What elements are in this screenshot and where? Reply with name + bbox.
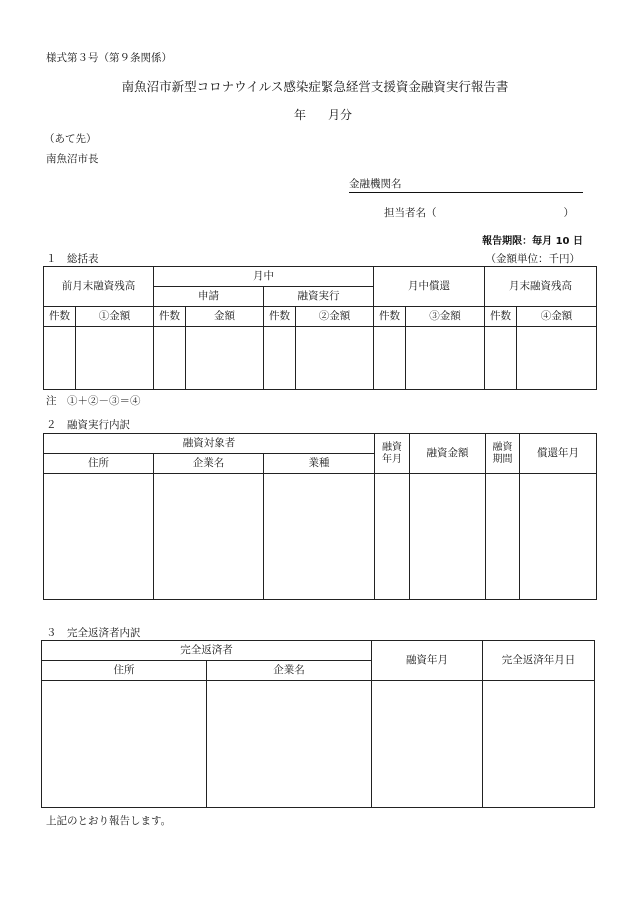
- sub-count: 件数: [264, 307, 296, 327]
- col-loan-date: 融資年月: [372, 641, 483, 681]
- col-address: 住所: [44, 454, 154, 474]
- input-cell[interactable]: [486, 474, 520, 600]
- input-cell[interactable]: [372, 681, 483, 808]
- col-repayment: 月中償還: [374, 267, 485, 307]
- year-label: 年: [294, 108, 307, 122]
- month-label: 月分: [328, 108, 353, 122]
- form-number: 様式第３号（第９条関係）: [46, 52, 172, 64]
- person-close-paren: ）: [563, 207, 574, 219]
- col-execution: 融資実行: [264, 287, 374, 307]
- sub-count: 件数: [374, 307, 406, 327]
- col-loan-date: [375, 434, 410, 474]
- col-company: 企業名: [207, 661, 372, 681]
- amount-unit: （金額単位：千円）: [485, 253, 580, 265]
- input-cell[interactable]: [76, 327, 154, 390]
- sub-count: 件数: [154, 307, 186, 327]
- col-full-repay-date: 完全返済年月日: [483, 641, 595, 681]
- col-loan-term-line2: 期間: [492, 453, 513, 465]
- person-in-charge-field[interactable]: [384, 205, 574, 220]
- document-title: 南魚沼市新型コロナウイルス感染症緊急経営支援資金融資実行報告書: [121, 79, 509, 94]
- input-cell[interactable]: [44, 474, 154, 600]
- sub-amount-4: ④金額: [517, 307, 597, 327]
- recipient: 南魚沼市長: [46, 153, 99, 165]
- report-period: [294, 106, 352, 123]
- input-cell[interactable]: [264, 327, 296, 390]
- person-label: 担当者名（: [384, 207, 437, 219]
- col-repaid: 完全返済者: [42, 641, 372, 661]
- col-loan-amount: 融資金額: [410, 434, 486, 474]
- input-cell[interactable]: [44, 327, 76, 390]
- input-cell[interactable]: [154, 474, 264, 600]
- sub-amount-1: ①金額: [76, 307, 154, 327]
- col-address: 住所: [42, 661, 207, 681]
- col-loan-target: 融資対象者: [44, 434, 375, 454]
- bank-name-label: 金融機関名: [349, 178, 402, 190]
- section1-heading: １ 総括表: [46, 253, 99, 265]
- addressee-label: （あて先）: [44, 133, 97, 145]
- col-loan-date-line1: 融資: [382, 442, 403, 453]
- col-industry: 業種: [264, 454, 375, 474]
- sub-amount-3: ③金額: [406, 307, 485, 327]
- col-application: 申請: [154, 287, 264, 307]
- sub-count: 件数: [44, 307, 76, 327]
- full-repayment-table: [41, 640, 595, 808]
- input-cell[interactable]: [374, 327, 406, 390]
- col-company: 企業名: [154, 454, 264, 474]
- input-cell[interactable]: [406, 327, 485, 390]
- sub-amount: 金額: [186, 307, 264, 327]
- input-cell[interactable]: [375, 474, 410, 600]
- col-loan-date-line2: 年月: [382, 453, 403, 465]
- input-cell[interactable]: [483, 681, 595, 808]
- formula-note: 注 ①＋②－③＝④: [46, 395, 141, 407]
- col-repay-date: 償還年月: [520, 434, 597, 474]
- closing-statement: 上記のとおり報告します。: [46, 815, 172, 827]
- input-cell[interactable]: [42, 681, 207, 808]
- section2-heading: ２ 融資実行内訳: [46, 419, 130, 431]
- bank-name-field[interactable]: [349, 176, 583, 193]
- input-cell[interactable]: [296, 327, 374, 390]
- input-cell[interactable]: [207, 681, 372, 808]
- input-cell[interactable]: [485, 327, 517, 390]
- col-month-end-balance: 月末融資残高: [485, 267, 597, 307]
- input-cell[interactable]: [520, 474, 597, 600]
- input-cell[interactable]: [517, 327, 597, 390]
- col-loan-term: [486, 434, 520, 474]
- input-cell[interactable]: [264, 474, 375, 600]
- sub-count: 件数: [485, 307, 517, 327]
- col-month: 月中: [154, 267, 374, 287]
- section3-heading: ３ 完全返済者内訳: [46, 627, 141, 639]
- sub-amount-2: ②金額: [296, 307, 374, 327]
- input-cell[interactable]: [186, 327, 264, 390]
- input-cell[interactable]: [154, 327, 186, 390]
- report-deadline: 報告期限：毎月 10 日: [482, 236, 583, 247]
- input-cell[interactable]: [410, 474, 486, 600]
- col-loan-term-line1: 融資: [492, 442, 513, 453]
- col-prev-balance: 前月末融資残高: [44, 267, 154, 307]
- summary-table: [43, 266, 597, 390]
- loan-execution-table: [43, 433, 597, 600]
